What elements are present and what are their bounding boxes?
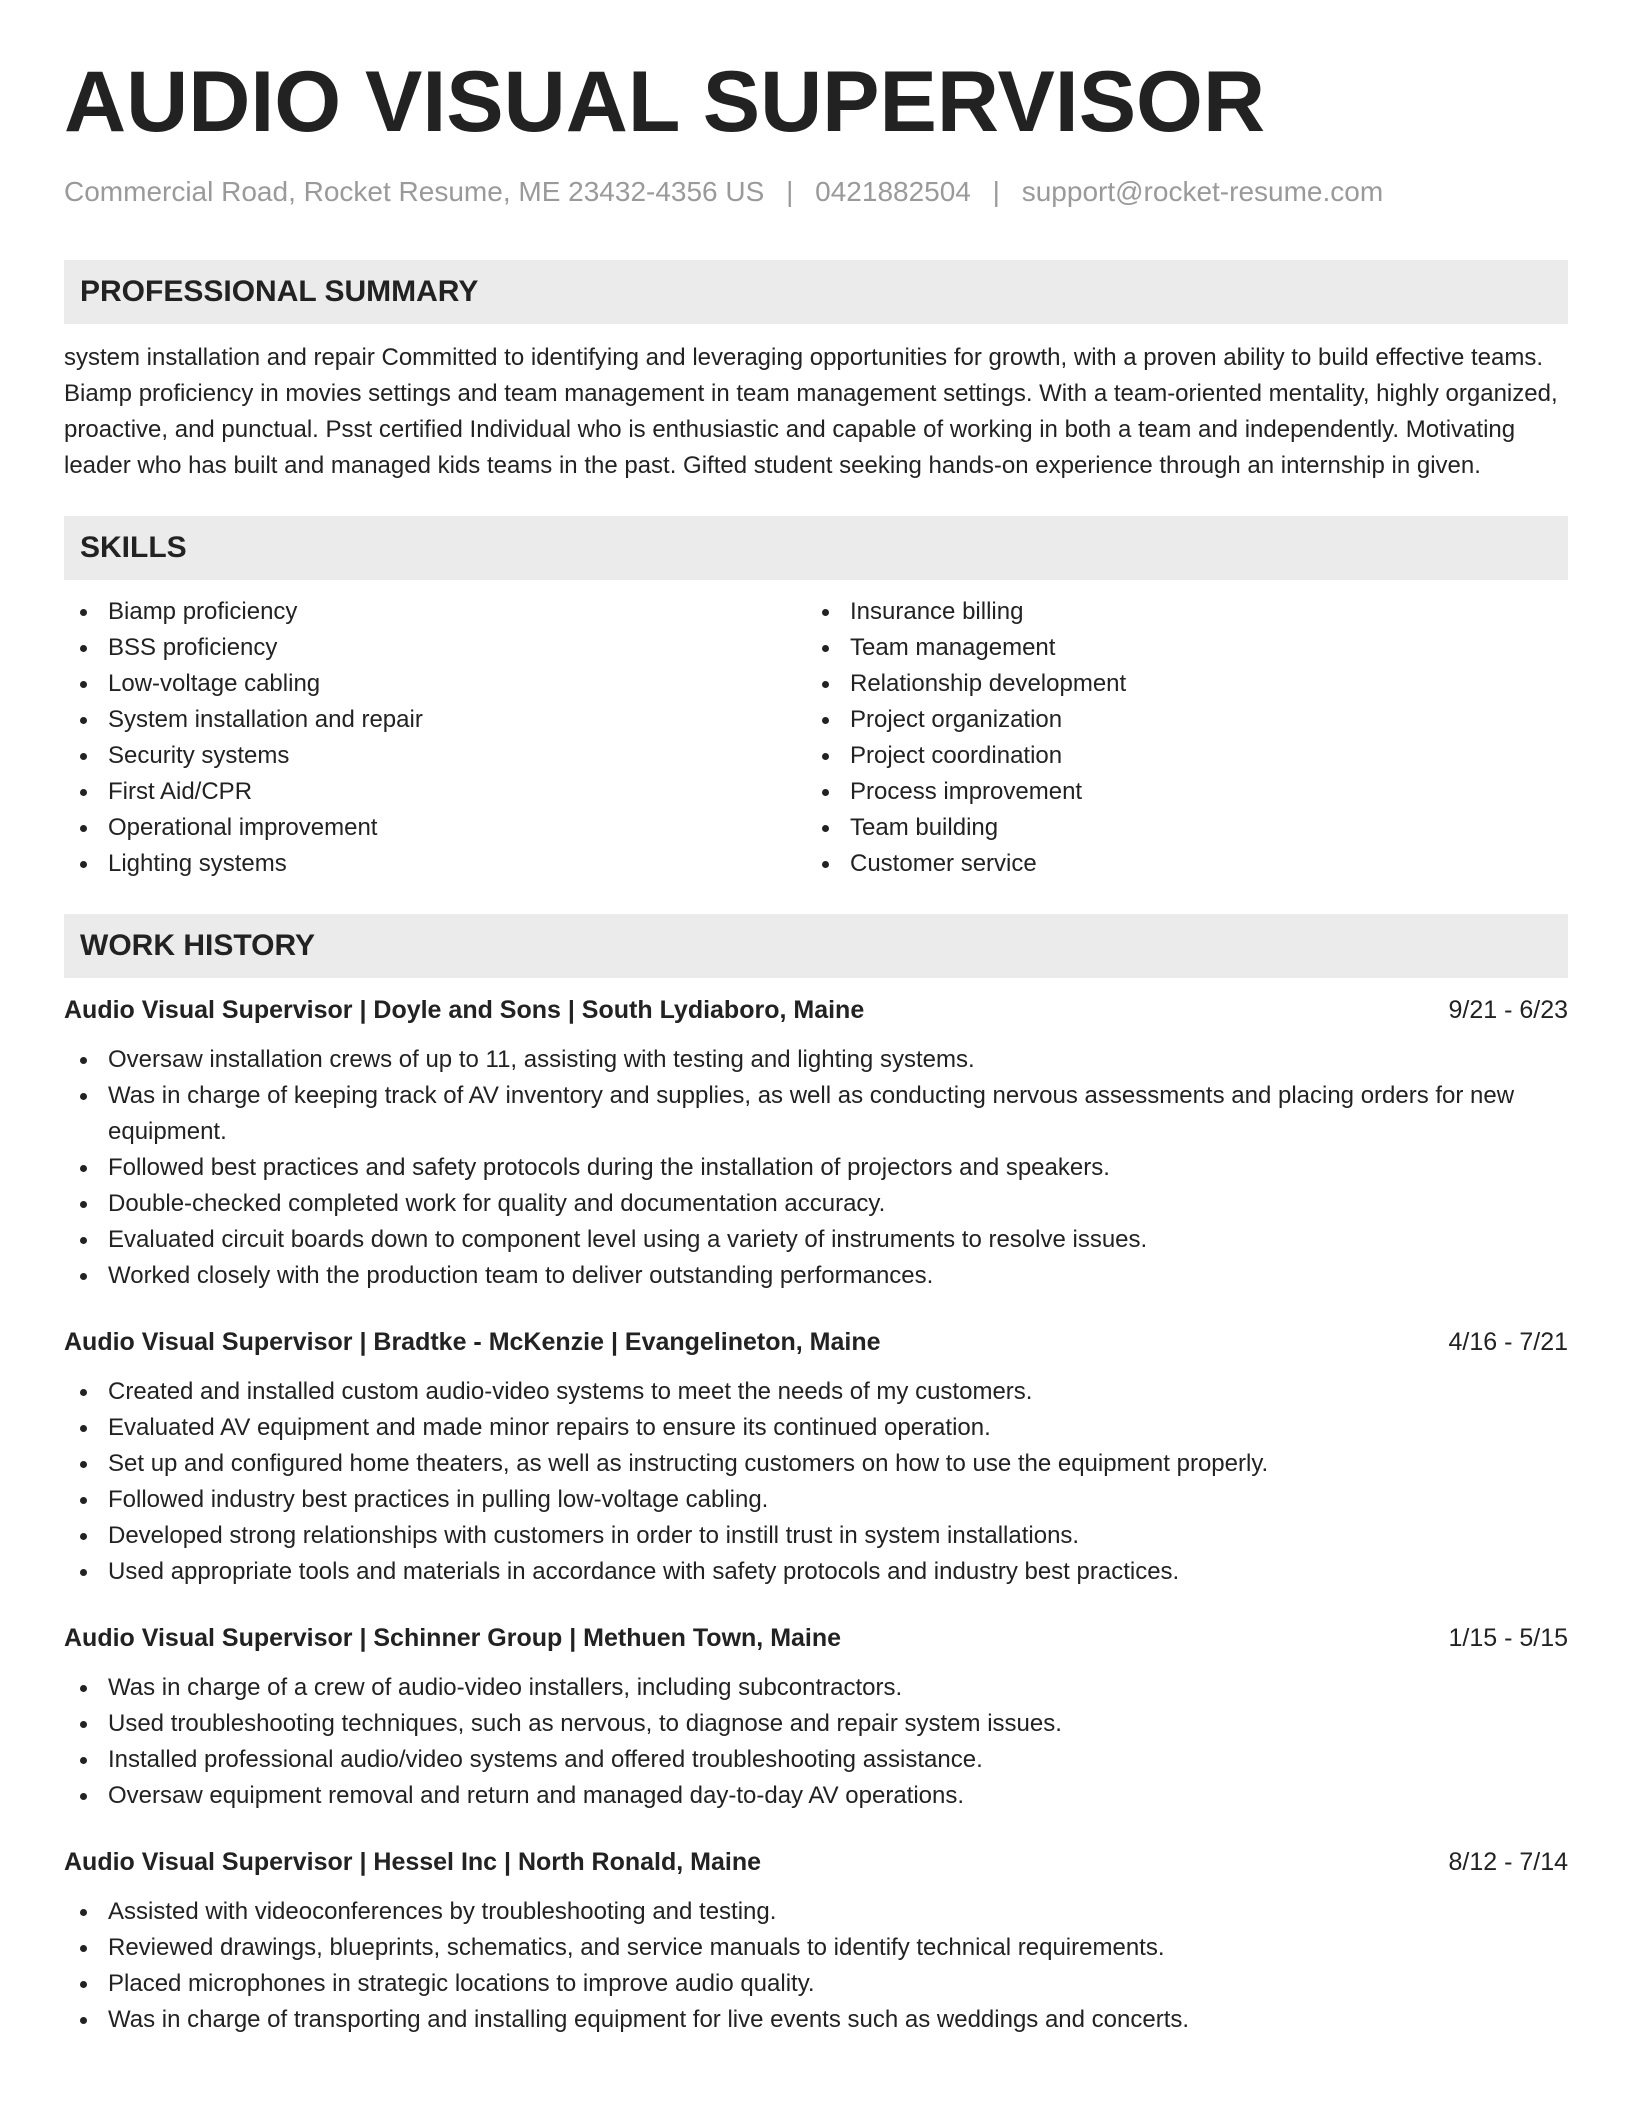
list-item: Oversaw equipment removal and return and managed day-to-day AV operations. xyxy=(64,1778,1568,1814)
section-header-skills: SKILLS xyxy=(64,516,1568,580)
list-item: Team building xyxy=(806,810,1548,846)
job-bullets xyxy=(64,1042,1568,1294)
list-item: Developed strong relationships with customers in order to instill trust in system installations. xyxy=(64,1518,1568,1554)
job-header xyxy=(64,1844,1568,1880)
list-item: Customer service xyxy=(806,846,1548,882)
job-title: Audio Visual Supervisor | Bradtke - McKenzie | Evangelineton, Maine xyxy=(64,1328,881,1356)
job-entry xyxy=(64,1620,1568,1814)
skills-column-right xyxy=(806,594,1548,882)
list-item: Used appropriate tools and materials in accordance with safety protocols and industry best practices. xyxy=(64,1554,1568,1590)
contact-separator: | xyxy=(992,176,1000,207)
job-entry xyxy=(64,1324,1568,1590)
list-item: Reviewed drawings, blueprints, schematics, and service manuals to identify technical requirements. xyxy=(64,1930,1568,1966)
list-item: BSS proficiency xyxy=(64,630,806,666)
contact-line xyxy=(64,174,1568,210)
job-header xyxy=(64,1620,1568,1656)
list-item: Placed microphones in strategic locations to improve audio quality. xyxy=(64,1966,1568,2002)
list-item: Was in charge of a crew of audio-video installers, including subcontractors. xyxy=(64,1670,1568,1706)
skills-column-left xyxy=(64,594,806,882)
section-header-work-history: WORK HISTORY xyxy=(64,914,1568,978)
list-item: Low-voltage cabling xyxy=(64,666,806,702)
list-item: Biamp proficiency xyxy=(64,594,806,630)
summary-text: system installation and repair Committed to identifying and leveraging opportunities for growth, with a proven ability to build effective teams. Biamp proficiency in movies settings and team management in team management settings. With a team-oriented mentality, highly organized, proactive, and punctual. Psst certified Individual who is enthusiastic and capable of working in both a team and independently. Motivating leader who has built and managed kids teams in the past. Gifted student seeking hands-on experience through an internship in given. xyxy=(64,344,1558,479)
list-item: Followed best practices and safety protocols during the installation of projectors and speakers. xyxy=(64,1150,1568,1186)
job-header xyxy=(64,1324,1568,1360)
list-item: Created and installed custom audio-video systems to meet the needs of my customers. xyxy=(64,1374,1568,1410)
job-dates: 9/21 - 6/23 xyxy=(1448,996,1568,1024)
list-item: Project organization xyxy=(806,702,1548,738)
job-title: Audio Visual Supervisor | Hessel Inc | North Ronald, Maine xyxy=(64,1848,762,1876)
job-entry xyxy=(64,992,1568,1294)
job-dates: 4/16 - 7/21 xyxy=(1448,1328,1568,1356)
resume-title: AUDIO VISUAL SUPERVISOR xyxy=(64,54,1266,150)
list-item: First Aid/CPR xyxy=(64,774,806,810)
list-item: System installation and repair xyxy=(64,702,806,738)
contact-phone: 0421882504 xyxy=(815,176,971,207)
section-header-summary: PROFESSIONAL SUMMARY xyxy=(64,260,1568,324)
work-history-list xyxy=(64,992,1568,2038)
job-bullets xyxy=(64,1894,1568,2038)
list-item: Worked closely with the production team to deliver outstanding performances. xyxy=(64,1258,1568,1294)
contact-separator: | xyxy=(786,176,794,207)
contact-email: support@rocket-resume.com xyxy=(1021,176,1384,207)
job-dates: 8/12 - 7/14 xyxy=(1448,1848,1568,1876)
list-item: Was in charge of keeping track of AV inventory and supplies, as well as conducting nervous assessments and placing orders for new equipment. xyxy=(64,1078,1568,1150)
list-item: Was in charge of transporting and installing equipment for live events such as weddings and concerts. xyxy=(64,2002,1568,2038)
list-item: Lighting systems xyxy=(64,846,806,882)
list-item: Project coordination xyxy=(806,738,1548,774)
list-item: Followed industry best practices in pulling low-voltage cabling. xyxy=(64,1482,1568,1518)
list-item: Evaluated circuit boards down to component level using a variety of instruments to resolve issues. xyxy=(64,1222,1568,1258)
list-item: Operational improvement xyxy=(64,810,806,846)
list-item: Used troubleshooting techniques, such as nervous, to diagnose and repair system issues. xyxy=(64,1706,1568,1742)
job-bullets xyxy=(64,1670,1568,1814)
list-item: Security systems xyxy=(64,738,806,774)
job-title: Audio Visual Supervisor | Doyle and Sons | South Lydiaboro, Maine xyxy=(64,996,865,1024)
list-item: Insurance billing xyxy=(806,594,1548,630)
list-item: Process improvement xyxy=(806,774,1548,810)
list-item: Double-checked completed work for quality and documentation accuracy. xyxy=(64,1186,1568,1222)
list-item: Installed professional audio/video systems and offered troubleshooting assistance. xyxy=(64,1742,1568,1778)
list-item: Set up and configured home theaters, as well as instructing customers on how to use the equipment properly. xyxy=(64,1446,1568,1482)
list-item: Relationship development xyxy=(806,666,1548,702)
skills-list xyxy=(64,594,1568,882)
job-bullets xyxy=(64,1374,1568,1590)
job-header xyxy=(64,992,1568,1028)
job-entry xyxy=(64,1844,1568,2038)
list-item: Oversaw installation crews of up to 11, assisting with testing and lighting systems. xyxy=(64,1042,1568,1078)
list-item: Assisted with videoconferences by troubleshooting and testing. xyxy=(64,1894,1568,1930)
list-item: Team management xyxy=(806,630,1548,666)
job-title: Audio Visual Supervisor | Schinner Group | Methuen Town, Maine xyxy=(64,1624,842,1652)
job-dates: 1/15 - 5/15 xyxy=(1448,1624,1568,1652)
list-item: Evaluated AV equipment and made minor repairs to ensure its continued operation. xyxy=(64,1410,1568,1446)
contact-address: Commercial Road, Rocket Resume, ME 23432-4356 US xyxy=(64,176,765,207)
